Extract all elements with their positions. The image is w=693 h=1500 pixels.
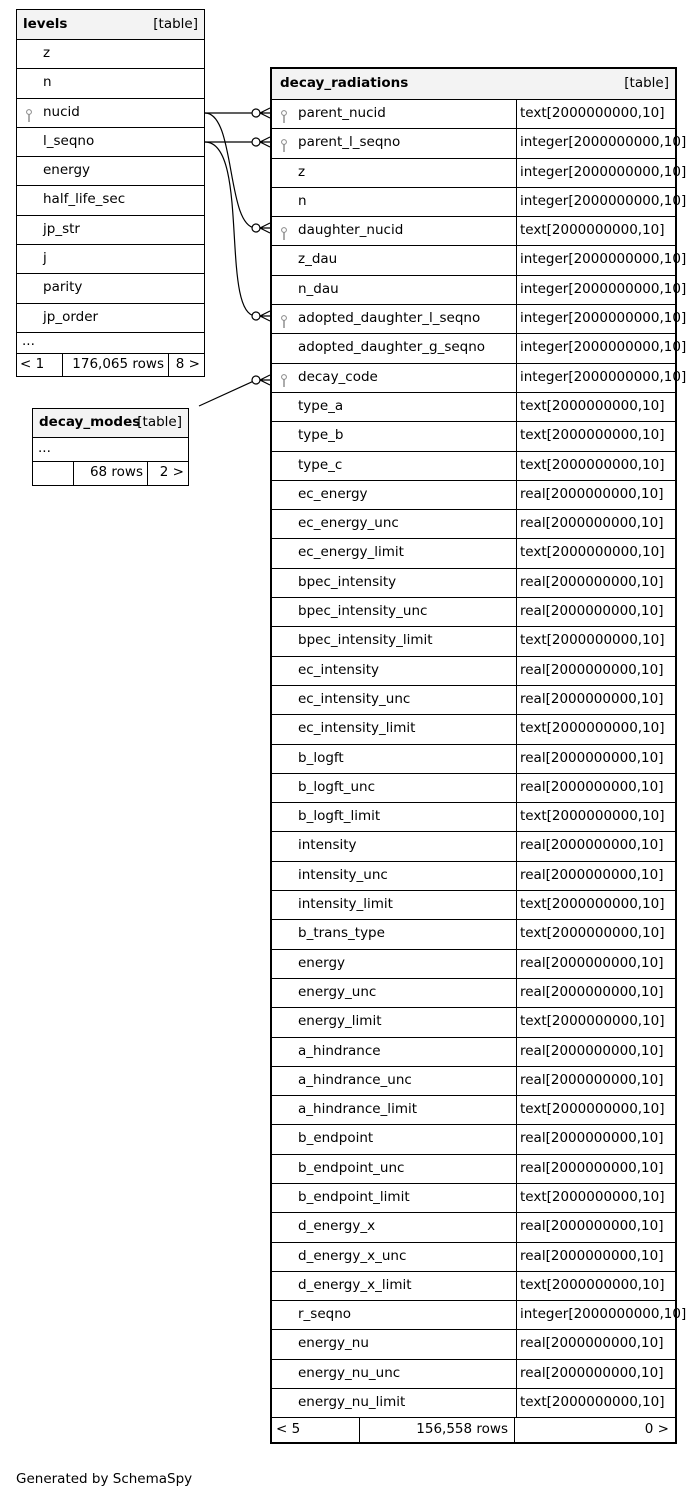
levels-column-name: parity [43,279,83,296]
decay-radiations-column-type: integer[2000000000,10] [516,364,686,392]
levels-ellipsis: ... [17,333,204,354]
decay-radiations-column-type: real[2000000000,10] [516,1330,663,1358]
decay-radiations-column-name: adopted_daughter_g_seqno [298,339,486,356]
decay-modes-footer-rows: 68 rows [89,464,143,480]
decay-radiations-column-name: ec_energy [298,485,368,502]
decay-radiations-column-name: intensity_unc [298,866,388,883]
zero-cardinality-marker [252,312,260,320]
decay-radiations-column-name: b_endpoint_unc [298,1159,405,1176]
decay-radiations-column-name: d_energy_x_unc [298,1247,407,1264]
link-nucid-daughter-nucid [205,113,256,228]
levels-column-name: half_life_sec [43,191,126,208]
levels-column-name: l_seqno [43,132,95,149]
decay-radiations-column-name: energy [298,954,346,971]
decay-modes-footer-next[interactable]: 2 > [159,464,184,480]
zero-cardinality-marker [252,109,260,117]
decay-radiations-column-type: real[2000000000,10] [516,1038,663,1066]
levels-column-name: n [43,74,52,91]
decay-radiations-column-type: text[2000000000,10] [516,1272,665,1300]
decay-radiations-column-name: d_energy_x_limit [298,1276,412,1293]
decay-radiations-column-name: intensity_limit [298,896,393,913]
decay-radiations-column-name: n [298,192,307,209]
levels-column-name: j [43,250,47,267]
decay-radiations-footer-rows: 156,558 rows [416,1421,508,1438]
decay-radiations-footer-prev[interactable]: < 5 [276,1421,301,1438]
decay-radiations-column-name: d_energy_x [298,1218,376,1235]
decay-modes-table-type: [table] [137,414,182,430]
decay-radiations-footer-next[interactable]: 0 > [644,1421,669,1438]
decay-radiations-column-type: integer[2000000000,10] [516,276,686,304]
decay-modes-ellipsis: ... [33,438,188,462]
decay-radiations-column-name: bpec_intensity_unc [298,603,428,620]
decay-radiations-column-name: b_trans_type [298,925,385,942]
decay-radiations-column-name: parent_nucid [298,105,386,121]
decay-radiations-column-name: a_hindrance_limit [298,1101,418,1118]
decay-radiations-column-name: energy_nu_limit [298,1394,406,1411]
decay-radiations-table-type: [table] [624,75,669,91]
decay-radiations-column-type: integer[2000000000,10] [516,188,686,216]
levels-footer-rows: 176,065 rows [72,355,164,372]
levels-column-name: jp_str [43,220,80,237]
decay-radiations-column-name: a_hindrance_unc [298,1071,412,1088]
decay-radiations-column-type: real[2000000000,10] [516,832,663,860]
link-decay-modes-decay-code [199,380,256,406]
decay-radiations-column-type: text[2000000000,10] [516,1184,665,1212]
decay-radiations-column-name: ec_energy_unc [298,515,399,532]
decay-radiations-column-name: b_endpoint_limit [298,1188,410,1205]
levels-table-type: [table] [153,16,198,32]
decay-radiations-column-type: real[2000000000,10] [516,745,663,773]
decay-radiations-column-name: a_hindrance [298,1042,381,1059]
decay-radiations-column-name: daughter_nucid [298,222,404,239]
decay-radiations-column-type: integer[2000000000,10] [516,1301,686,1329]
decay-radiations-column-name: b_logft [298,749,344,766]
decay-radiations-column-type: integer[2000000000,10] [516,246,686,274]
decay-modes-table-name: decay_modes [39,414,141,430]
decay-radiations-column-type: text[2000000000,10] [516,393,665,421]
decay-radiations-column-name: ec_intensity_limit [298,720,416,737]
decay-radiations-column-name: energy_nu [298,1335,369,1352]
zero-cardinality-marker [252,224,260,232]
decay-radiations-column-name: b_logft_limit [298,808,381,825]
levels-footer-prev[interactable]: < 1 [20,355,45,372]
decay-radiations-column-name: type_a [298,397,344,414]
decay-radiations-column-type: real[2000000000,10] [516,510,663,538]
zero-cardinality-marker [252,138,260,146]
decay-radiations-column-type: real[2000000000,10] [516,1125,663,1153]
decay-radiations-column-type: real[2000000000,10] [516,686,663,714]
crows-foot-marker [260,223,270,233]
decay-radiations-column-name: z_dau [298,251,338,268]
zero-cardinality-marker [252,376,260,384]
decay-radiations-column-name: adopted_daughter_l_seqno [298,310,481,327]
decay-radiations-column-type: real[2000000000,10] [516,1360,663,1388]
decay-radiations-column-type: real[2000000000,10] [516,1067,663,1095]
decay-radiations-column-type: integer[2000000000,10] [516,159,686,187]
decay-radiations-column-type: text[2000000000,10] [516,100,665,128]
levels-column-name: energy [43,162,91,179]
decay-radiations-column-type: real[2000000000,10] [516,657,663,685]
decay-radiations-column-name: ec_energy_limit [298,544,404,561]
decay-radiations-column-type: integer[2000000000,10] [516,305,686,333]
decay-radiations-column-name: z [298,163,306,180]
decay-radiations-column-type: text[2000000000,10] [516,539,665,567]
decay-radiations-column-type: real[2000000000,10] [516,1155,663,1183]
decay-radiations-column-type: integer[2000000000,10] [516,129,686,157]
crows-foot-marker [260,311,270,321]
decay-radiations-column-type: real[2000000000,10] [516,598,663,626]
decay-radiations-column-name: energy_unc [298,983,377,1000]
decay-radiations-column-name: bpec_intensity [298,573,397,590]
decay-radiations-column-type: text[2000000000,10] [516,920,665,948]
decay-radiations-column-type: text[2000000000,10] [516,627,665,655]
decay-radiations-column-type: text[2000000000,10] [516,1008,665,1036]
decay-radiations-column-name: energy_limit [298,1013,382,1030]
decay-radiations-column-name: type_b [298,427,344,444]
decay-radiations-column-name: energy_nu_unc [298,1364,401,1381]
levels-column-name: nucid [43,103,80,120]
decay-radiations-column-type: real[2000000000,10] [516,862,663,890]
decay-radiations-column-name: b_logft_unc [298,778,375,795]
decay-radiations-column-type: real[2000000000,10] [516,979,663,1007]
crows-foot-marker [260,137,270,147]
decay-radiations-column-type: real[2000000000,10] [516,950,663,978]
decay-radiations-column-type: text[2000000000,10] [516,1096,665,1124]
decay-radiations-column-type: text[2000000000,10] [516,422,665,450]
decay-radiations-column-type: text[2000000000,10] [516,891,665,919]
decay-radiations-column-type: text[2000000000,10] [516,715,665,743]
decay-radiations-column-type: real[2000000000,10] [516,774,663,802]
decay-radiations-column-type: text[2000000000,10] [516,217,665,245]
decay-radiations-column-name: decay_code [298,368,378,385]
decay-radiations-column-name: ec_intensity [298,661,380,678]
crows-foot-marker [260,375,270,385]
levels-table-name: levels [23,16,68,32]
decay-radiations-column-type: text[2000000000,10] [516,803,665,831]
decay-radiations-column-name: b_endpoint [298,1130,374,1147]
decay-radiations-column-name: ec_intensity_unc [298,690,411,707]
decay-radiations-column-name: parent_l_seqno [298,134,401,151]
decay-radiations-column-type: real[2000000000,10] [516,569,663,597]
decay-radiations-column-type: text[2000000000,10] [516,452,665,480]
decay-radiations-table-name: decay_radiations [280,75,409,91]
decay-radiations-column-name: r_seqno [298,1306,352,1323]
decay-radiations-column-type: text[2000000000,10] [516,1389,665,1417]
generated-by-label: Generated by SchemaSpy [16,1471,193,1487]
levels-column-name: jp_order [43,308,99,325]
decay-radiations-column-type: real[2000000000,10] [516,1213,663,1241]
decay-radiations-column-type: integer[2000000000,10] [516,334,686,362]
decay-radiations-column-type: real[2000000000,10] [516,481,663,509]
crows-foot-marker [260,108,270,118]
decay-radiations-column-name: type_c [298,456,343,473]
levels-column-name: z [43,45,51,61]
decay-radiations-column-name: bpec_intensity_limit [298,632,433,649]
decay-radiations-column-type: real[2000000000,10] [516,1243,663,1271]
decay-radiations-column-name: n_dau [298,280,339,297]
decay-radiations-column-name: intensity [298,837,357,854]
levels-footer-next[interactable]: 8 > [175,355,200,372]
